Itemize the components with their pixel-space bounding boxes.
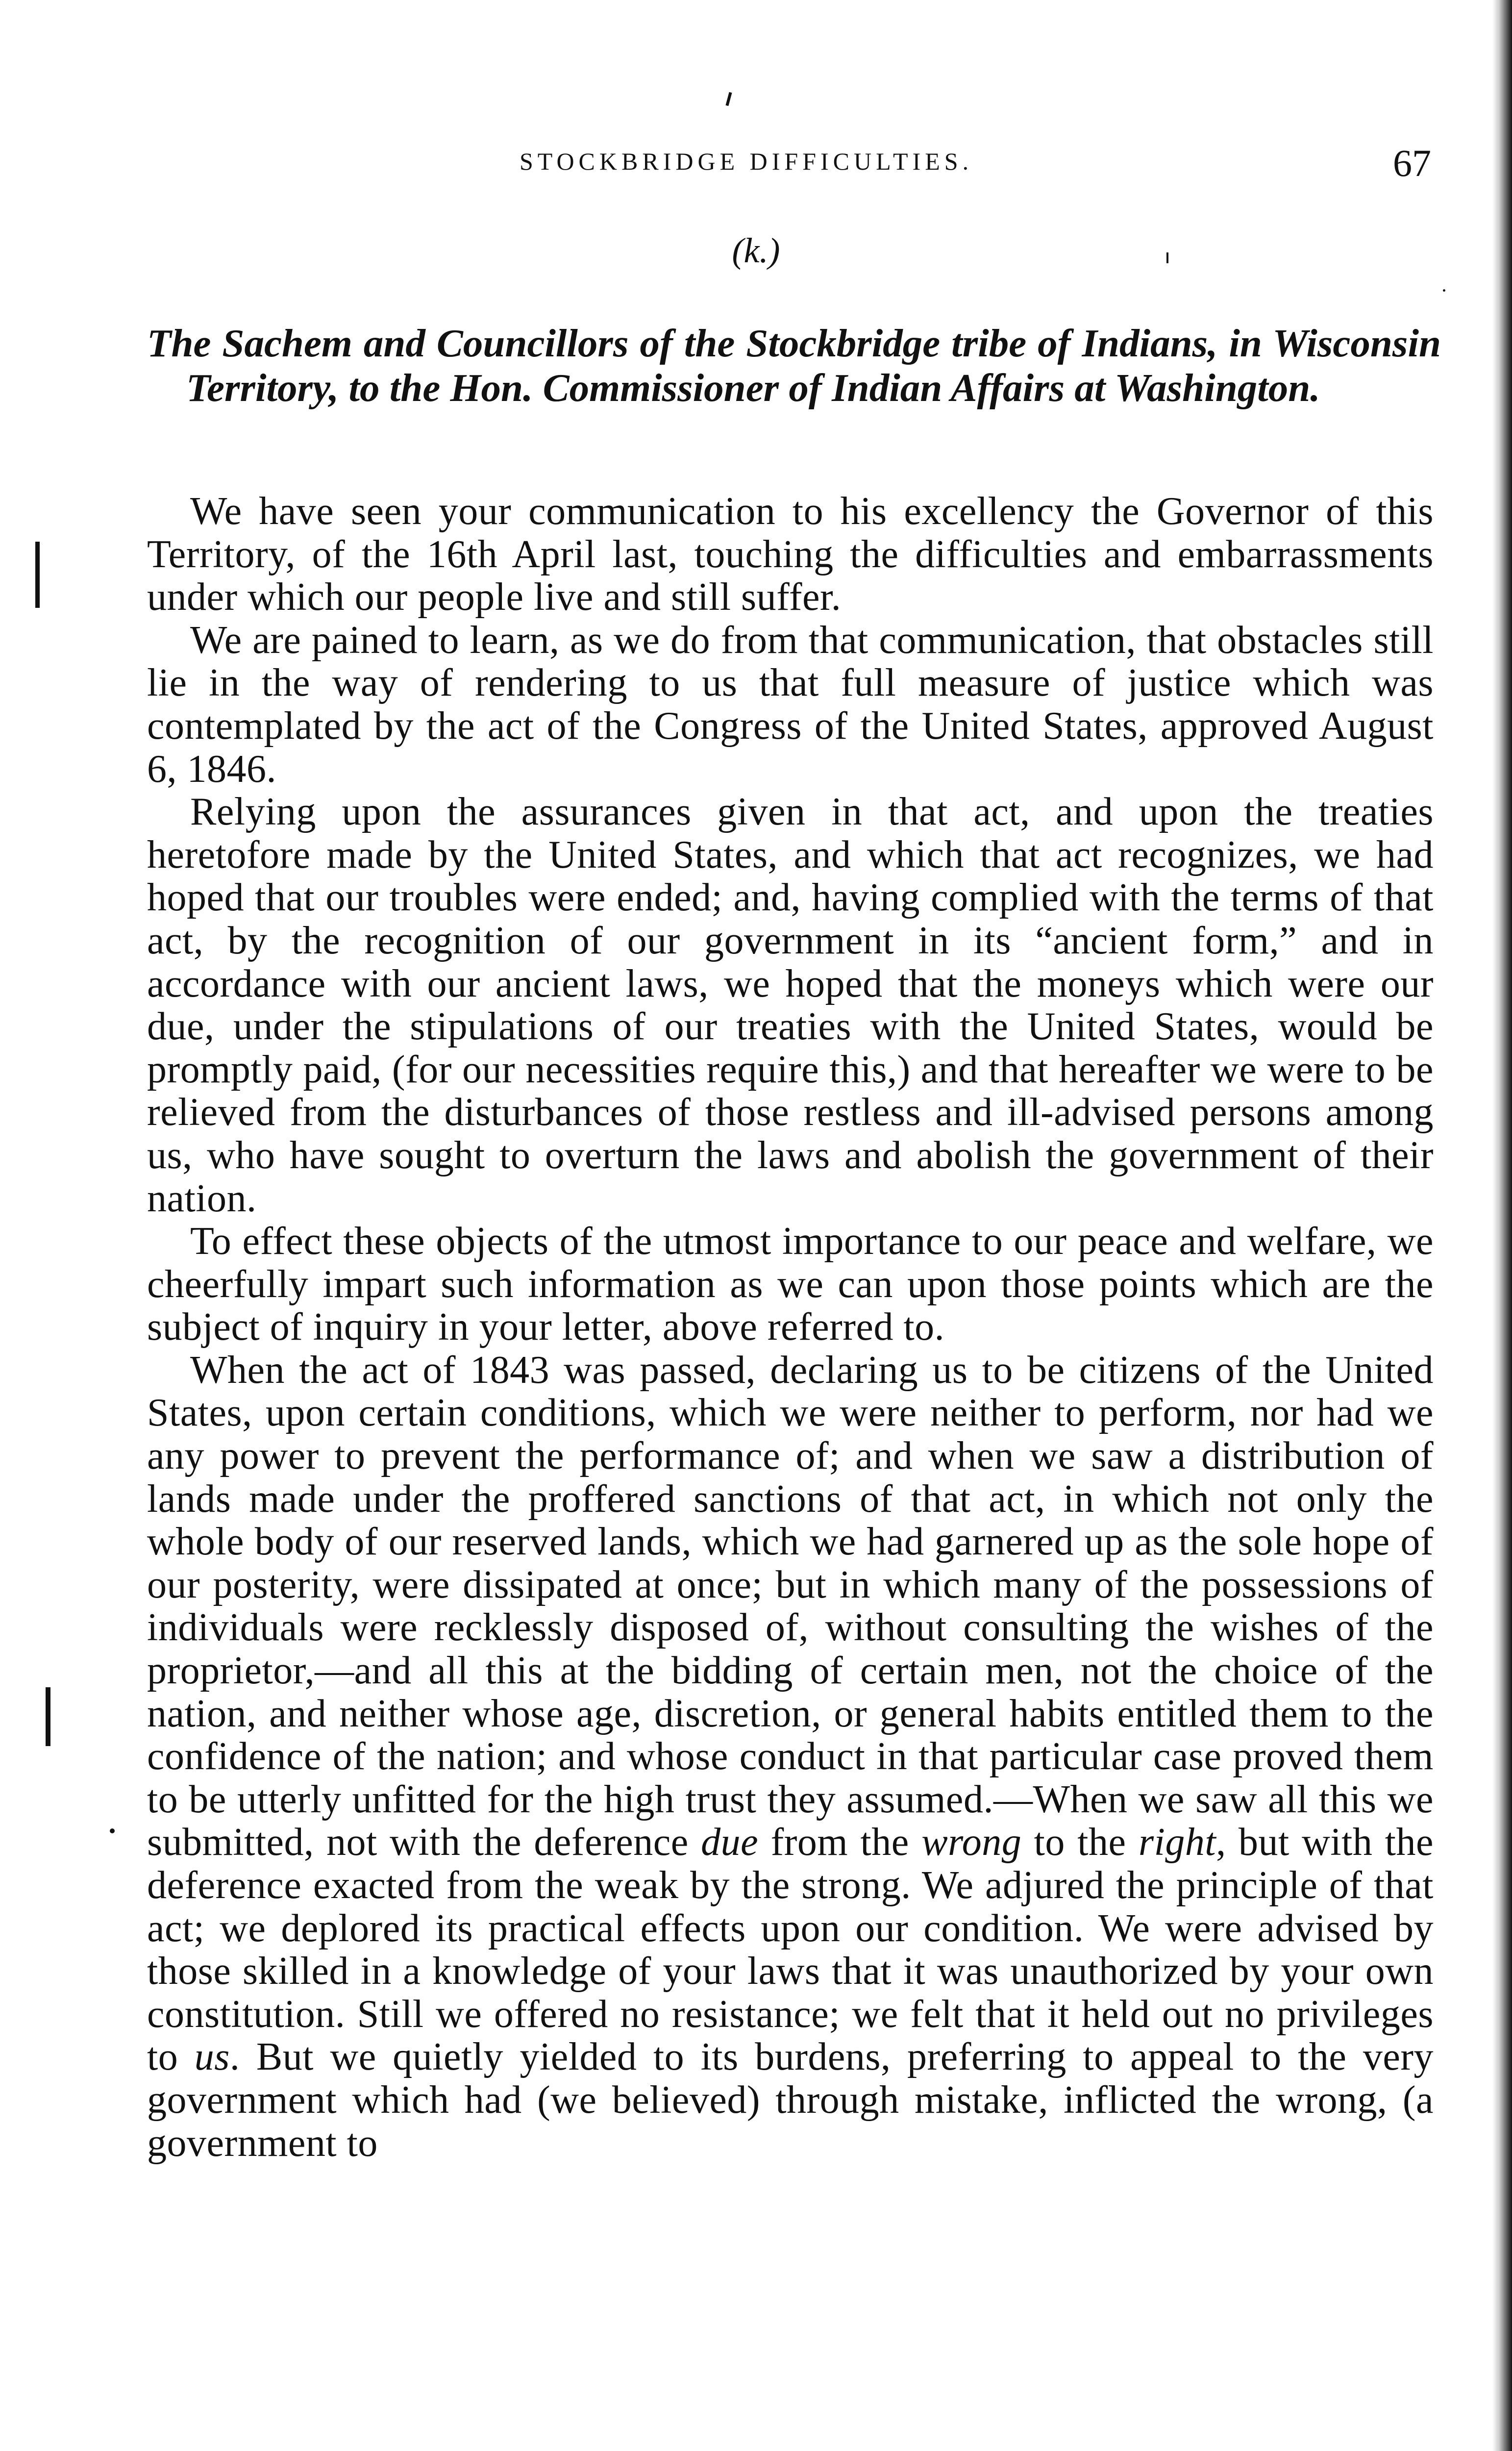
emphasis-text: right xyxy=(1138,1821,1216,1864)
paragraph: We are pained to learn, as we do from that communication, that obstacles still lie in the way of rendering to us that full measure of justice which was contemplated by the act of the Congress of the United States, approved August 6, 1846. xyxy=(147,618,1434,791)
margin-mark xyxy=(35,542,40,608)
page-header xyxy=(147,142,1441,191)
paragraph xyxy=(147,1349,1434,2165)
margin-mark xyxy=(46,1687,50,1746)
paragraph-text: When the act of 1843 was passed, declaring us to be citizens of the United States, upon certain conditions, which we were neither to perform, nor had we any power to prevent the performance of; and when we saw a distribution of lands made under the proffered sanctions of that act, in which not only the whole body of our reserved lands, which we had garnered up as the sole hope of our posterity, were dissipated at once; but in which many of the possessions of individuals were recklessly disposed of, without consulting the wishes of the proprietor,—and all this at the bidding of certain men, not the choice of the nation, and neither whose age, discretion, or general habits entitled them to the confidence of the nation; and whose conduct in that particular case proved them to be utterly unfitted for the high trust they assumed.—When we saw all this we submitted, not with the deference xyxy=(147,1348,1434,1864)
page-number: 67 xyxy=(1393,142,1431,184)
margin-mark xyxy=(110,1828,115,1833)
emphasis-text: us xyxy=(194,2035,230,2079)
paragraph: Relying upon the assurances given in that act, and upon the treaties heretofore made by the United States, and which that act recognizes, we had hoped that our troubles were ended; and, having complied with the terms of that act, by the recognition of our government in its “ancient form,” and in accordance with our ancient laws, we hoped that the moneys which were our due, under the stipulations of our treaties with the United States, would be promptly paid, (for our necessities require this,) and that hereafter we were to be relieved from the disturbances of those restless and ill-advised persons among us, who have sought to overturn the laws and abolish the government of their nation. xyxy=(147,790,1434,1220)
margin-mark xyxy=(725,92,732,106)
paragraph: To effect these objects of the utmost importance to our peace and welfare, we cheerfully impart such information as we can upon those points which are the subject of inquiry in your letter, above referred to. xyxy=(147,1220,1434,1349)
address-heading: The Sachem and Councillors of the Stockbridge tribe of Indians, in Wisconsin Territory, to the Hon. Commissioner of Indian Affairs at Washington. xyxy=(147,321,1441,410)
paragraph-text: from the xyxy=(758,1821,922,1864)
emphasis-text: due xyxy=(701,1821,759,1864)
paragraph-text: . But we quietly yielded to its burdens, preferring to appeal to the very government which had (we believed) through mistake, inflicted the wrong, (a government to xyxy=(147,2035,1434,2165)
paragraph: We have seen your communication to his excellency the Governor of this Territory, of the 16th April last, touching the difficulties and embarrassments under which our people live and still suffer. xyxy=(147,490,1434,619)
body-text xyxy=(147,490,1434,2165)
page-edge-shadow xyxy=(1492,0,1512,2451)
paragraph-text: , but with the deference exacted from the weak by the strong. We adjured the principle of that act; we deplored its practical effects upon our condition. We were advised by those skilled in a knowledge of your laws that it was unauthorized by your own constitution. Still we offered no resistance; we felt that it held out no privileges to xyxy=(147,1821,1434,2079)
margin-mark xyxy=(1443,289,1445,292)
emphasis-text: wrong xyxy=(921,1821,1022,1864)
paragraph-text: to the xyxy=(1021,1821,1139,1864)
running-head: STOCKBRIDGE DIFFICULTIES. xyxy=(520,148,973,175)
section-label: (k.) xyxy=(732,231,780,270)
